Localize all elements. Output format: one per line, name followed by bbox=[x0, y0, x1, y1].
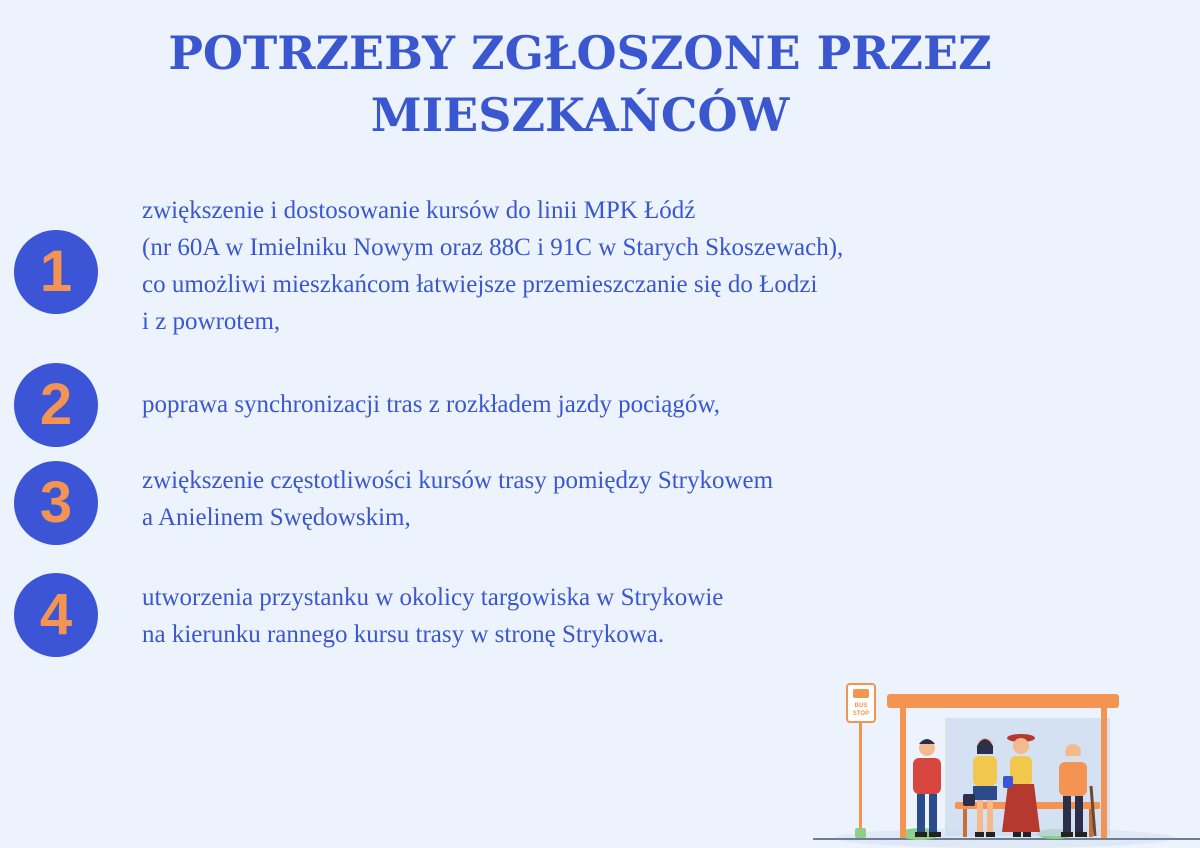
number-badge-4: 4 bbox=[14, 573, 98, 657]
item-3-line-2: a Anielinem Swędowskim, bbox=[142, 504, 411, 531]
item-4-line-1: utworzenia przystanku w okolicy targowiska w Strykowie bbox=[142, 584, 724, 611]
svg-text:BUS: BUS bbox=[854, 703, 868, 709]
item-1-line-1: zwiększenie i dostosowanie kursów do linii MPK Łódź bbox=[142, 197, 696, 224]
item-text-3 bbox=[142, 462, 1182, 536]
number-badge-3: 3 bbox=[14, 461, 98, 545]
bus-stop-illustration bbox=[805, 676, 1200, 848]
person-icon bbox=[913, 739, 941, 837]
item-text-1 bbox=[142, 192, 1182, 340]
item-1-line-2: (nr 60A w Imielniku Nowym oraz 88C i 91C w Starych Skoszewach), bbox=[142, 234, 844, 261]
page-title bbox=[0, 22, 1160, 146]
item-1-line-4: i z powrotem, bbox=[142, 308, 281, 335]
item-text-4 bbox=[142, 579, 1182, 653]
svg-text:STOP: STOP bbox=[852, 711, 870, 717]
title-line-2: MIESZKAŃCÓW bbox=[370, 88, 790, 142]
item-3-line-1: zwiększenie częstotliwości kursów trasy pomiędzy Strykowem bbox=[142, 467, 774, 494]
number-badge-1: 1 bbox=[14, 230, 98, 314]
item-1-line-3: co umożliwi mieszkańcom łatwiejsze przemieszczanie się do Łodzi bbox=[142, 271, 818, 298]
item-text-2 bbox=[142, 386, 1182, 423]
title-line-1: POTRZEBY ZGŁOSZONE PRZEZ bbox=[168, 26, 992, 80]
item-2-line-1: poprawa synchronizacji tras z rozkładem jazdy pociągów, bbox=[142, 391, 721, 418]
item-4-line-2: na kierunku rannego kursu trasy w stronę Strykowa. bbox=[142, 621, 665, 648]
bus-stop-sign-icon bbox=[847, 684, 875, 838]
number-badge-2: 2 bbox=[14, 363, 98, 447]
